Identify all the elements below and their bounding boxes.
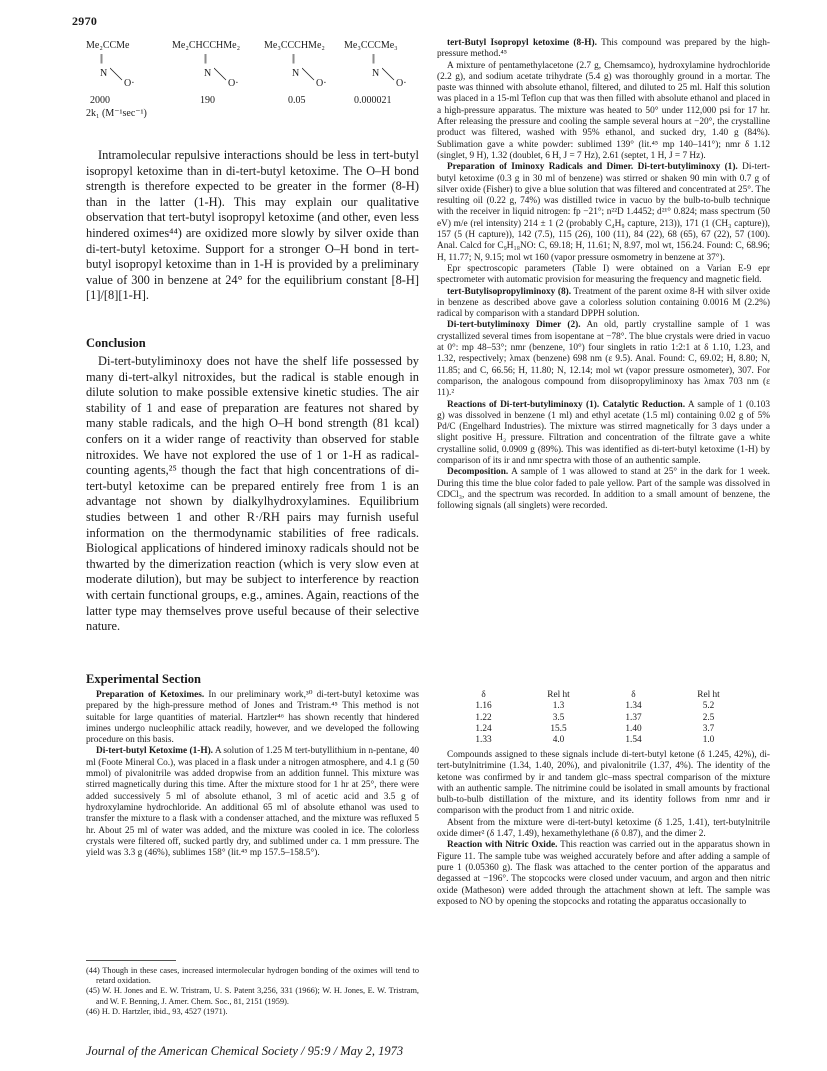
double-bond: ||: [292, 53, 295, 64]
table-cell: 15.5: [550, 723, 567, 734]
structure-formula: Me₃CCCMe₃: [344, 40, 398, 51]
nitric-oxide-paragraph: Reaction with Nitric Oxide. This reaction was carried out in the apparatus shown in Figure 11. The sample tube was weighed accurately before and after adding a sample of pure 1 (0.05360 g). The flask was attached to the center portion of the apparatus and degassed at −196°. The stopcocks were closed under vacuum, and argon and then nitric oxide (Matheson) were added through the attachment shown at left. The sample was exposed to NO by opening the stopcocks and rotating the apparatus occasionally to: [437, 840, 771, 907]
table-cell: 1.22: [475, 712, 492, 723]
table-cell: 1.34: [625, 701, 642, 712]
structure-formula: Me₃CCCHMe₂: [264, 40, 325, 51]
run-in-heading: Reaction with Nitric Oxide.: [447, 840, 558, 851]
table-cell: 1.37: [625, 712, 642, 723]
table-cell: 1.33: [475, 735, 492, 746]
oxygen-label: O·: [124, 78, 135, 89]
intro-paragraph: Intramolecular repulsive interactions should be less in tert-butyl isopropyl ketoxime than in di-tert-butyl ketoxime. The O–H bond strength is therefore expected to be greater in the former (8-H) than in the latter (1-H). This may explain our qualitative observation that tert-butyl isopropyl ketoxime (and other, even less hindered oximes⁴⁴) are oxidized more slowly by silver oxide than di-tert-butyl ketoxime. Support for a stronger O–H bond in tert-butyl isopropyl ketoxime than in 1-H is provided by a preliminary value of 300 in benzene at 24° for the equilibrium constant [8-H][1]/[8][1-H].: [86, 148, 419, 303]
nitrogen-label: N: [100, 68, 108, 79]
rate-unit-label: 2k₁ (M⁻¹sec⁻¹): [86, 108, 147, 119]
table-row: [452, 735, 752, 746]
rate-value: 0.000021: [354, 95, 392, 106]
table-cell: 1.3: [552, 701, 565, 712]
table-cell: 5.2: [702, 701, 715, 712]
oxygen-label: O·: [228, 78, 239, 89]
footnote: (44) Though in these cases, increased intermolecular hydrogen bonding of the oximes will tend to retard oxidation.: [86, 966, 419, 986]
table-cell: 3.7: [702, 723, 715, 734]
dtbk-paragraph: Di-tert-butyl Ketoxime (1-H). A solution of 1.25 M tert-butyllithium in n-pentane, 40 ml (Foote Mineral Co.), was placed in a flask under a nitrogen atmosphere, and 4.1 g (50 mmol) of pivalonitrile was added dropwise from an addition funnel. This mixture was stirred magnetically during this time. After the mixture stood for 1 hr at 25°, there were added successively 5 ml of absolute ethanol, 3 ml of acetic acid and 3.5 g of hydroxylamine hydrochloride. An additional 65 ml of absolute ethanol was used to transfer the mixture to a flask with a condenser attached, and the mixture was refluxed 5 hr. About 25 ml of water was added, and the mixture was cooled in ice. The colorless crystals were filtered off, sucked partly dry, and sublimed under ca. 1 mm pressure. The yield was 3.3 g (46%), sublimes 158° (lit.⁴⁵ mp 157.5–158.5°).: [86, 746, 420, 859]
tbik-paragraph: tert-Butyl Isopropyl ketoxime (8-H). This compound was prepared by the high-pressure method.⁴⁵: [437, 38, 771, 60]
compounds-paragraph: Compounds assigned to these signals include di-tert-butyl ketone (δ 1.245, 42%), di-tert-butylnitrimine (1.34, 1.40, 20%), and pivalonitrile (1.37, 4%). The identity of the ketone was confirmed by ir and tandem glc–mass spectral comparison of the mixture with an authentic sample. The nitrimine could be isolated in small amounts by fractional bulb-to-bulb distillation of the mixture, and its identity follows from nmr and ir comparison with the product from 1 and nitric oxide.: [437, 750, 770, 817]
table-cell: 4.0: [552, 735, 565, 746]
table-cell: 2.5: [702, 712, 715, 723]
conclusion-body: [86, 354, 419, 635]
table-header: Rel ht: [547, 690, 570, 700]
prep-iminoxy-paragraph: Preparation of Iminoxy Radicals and Dimer. Di-tert-butyliminoxy (1). Di-tert-butyl ketoxime (0.3 g in 30 ml of benzene) was stirred or shaken 90 min with 0.7 g of silver oxide (Fisher) to give a blue solution that was filtered and concentrated at 25°. The resulting oil (0.22 g, 74%) was distilled twice in vacuo by the bulb-to-bulb technique with the receiver in liquid nitrogen: fp −21°; n²²D 1.4452; d²¹° 0.824; mass spectrum (50 eV) m/e (rel intensity) 214 ± 1 (2 (probably C₄H₉ capture, 213)), 171 (1 (CH₃ capture)), 157 (5 (H capture)), 142 (7.5), 115 (26), 100 (11), 84 (22), 68 (65), 67 (22), 57 (100). Anal. Calcd for C₉H₁₈NO: C, 69.18; H, 11.61; N, 8.97, mol wt, 156.24. Found: C, 68.96; H, 11.77; N, 9.15; mol wt 160 (vapor pressure osmometry in benzene at 37°).: [437, 162, 770, 263]
structure-formula: Me₂CHCCHMe₂: [172, 40, 241, 51]
conclusion-section: [86, 336, 419, 351]
nitrogen-label: N: [204, 68, 212, 79]
journal-footer: Journal of the American Chemical Society / 95:9 / May 2, 1973: [86, 1044, 404, 1058]
double-bond: ||: [100, 53, 103, 64]
run-in-heading: Reactions of Di-tert-butyliminoxy (1). Catalytic Reduction.: [447, 399, 686, 410]
conclusion-heading: Conclusion: [86, 336, 146, 350]
run-in-heading: tert-Butylisopropyliminoxy (8).: [447, 286, 572, 297]
table-row: [452, 701, 752, 712]
table-header: Rel ht: [697, 690, 720, 700]
run-in-heading: Di-tert-butyl Ketoxime (1-H).: [96, 746, 213, 757]
table-cell: 3.5: [552, 712, 565, 723]
footnote: (46) H. D. Hartzler, ibid., 93, 4527 (1971).: [86, 1006, 228, 1016]
nitrogen-label: N: [292, 68, 300, 79]
right-column-bottom: [437, 750, 770, 908]
absent-paragraph: Absent from the mixture were di-tert-butyl ketoxime (δ 1.25, 1.41), tert-butylnitrile oxide dimer² (δ 1.47, 1.49), hexamethylethane (δ 0.87), and the dimer 2.: [437, 817, 770, 840]
table-row: [452, 724, 752, 735]
page-number: 2970: [72, 14, 98, 28]
experimental-section: [86, 672, 419, 687]
reactions-paragraph: Reactions of Di-tert-butyliminoxy (1). Catalytic Reduction. A sample of 1 (0.103 g) was dissolved in benzene (1 ml) and ethyl acetate (1.5 ml) containing 0.02 g of 5% Pd/C (Engelhard Industries). The mixture was stirred magnetically for 3 days under a slight positive H₂ pressure. Filtration and concentration of the filtrate gave a white crystalline solid, 0.0909 g (89%). This was identified as di-tert-butyl ketoxime (1-H) by comparison of its ir and nmr spectra with those of an authentic sample.: [437, 399, 770, 466]
footnote-rule: [86, 960, 176, 961]
table-cell: 1.0: [702, 735, 715, 746]
run-in-heading: Di-tert-butyliminoxy Dimer (2).: [447, 320, 581, 331]
oxygen-label: O·: [396, 78, 407, 89]
conclusion-paragraph: Di-tert-butyliminoxy does not have the shelf life possessed by many di-tert-alkyl nitroxides, but the radical is stable enough in dilute solution to make possible extensive kinetic studies. The air stability of 1 and ease of preparation are features not shared by many stable radicals, and the high O–H bond strength (81 kcal) confers on it a wider range of reactivity than observed for stable nitroxides. We have not explored the use of 1 or 1-H as radical-counting agents,²⁵ though the fact that high concentrations of di-tert-butyl ketoxime can be prepared entirely free from 1 is an advantage not shown by dialkylhydroxylamines. Equilibrium studies between 1 and other R·/RH pairs may furnish useful information on the thermodynamic stabilities of free radicals. Biological applications of hindered iminoxy radicals should not be thwarted by the dimerization reaction (which is very slow even at moderate dilution), but may be subject to interference by reaction with certain functional groups, e.g., amines. Again, reactions of the latter type may themselves prove useful because of their selective nature.: [86, 354, 419, 634]
oxygen-label: O·: [316, 78, 327, 89]
run-in-heading: Decomposition.: [447, 467, 509, 478]
footnote: (45) W. H. Jones and E. W. Tristram, U. S. Patent 3,256, 331 (1966); W. H. Jones, E. W. Tristram, and W. F. Benning, J. Amer. Chem. Soc., 81, 2151 (1959).: [86, 986, 419, 1006]
table-header-row: [452, 690, 752, 701]
tbik-procedure-paragraph: A mixture of pentamethylacetone (2.7 g, Chemsamco), hydroxylamine hydrochloride (2.2 g), and sodium acetate trihydrate (5.4 g) was thoroughly ground in a mortar. The paste was thinned with absolute ethanol, filtered, and diluted to 25 ml. Half this solution was placed in a 15-ml Teflon cup that was then filled with absolute ethanol and placed in a high-pressure apparatus. The mixture was heated to 50° under 112,000 psi for 17 hr. After releasing the pressure and cooling the sample several hours at −20°, the crystalline product was filtered, washed with 95% ethanol, and sucked dry, 1.40 g (84%). Sublimation gave a white powder: sublimed 139° (lit.⁴⁵ mp 140–141°); nmr δ 1.12 (singlet, 9 H), 1.32 (doublet, 6 H, J = 7 Hz), 2.61 (septet, 1 H, J = 7 Hz).: [437, 60, 770, 161]
epr-paragraph: Epr spectroscopic parameters (Table I) were obtained on a Varian E-9 epr spectrometer with automatic provision for measuring the frequency and magnetic field.: [437, 263, 770, 286]
dimer-paragraph: Di-tert-butyliminoxy Dimer (2). An old, partly crystalline sample of 1 was crystallized several times from isopentane at −78°. The blue crystals were dried in vacuo at 0°: mp 48–53°; nmr (benzene, 10°) four singlets in ratio 1:2:1 at δ 1.10, 1.23, and 1.32, respectively; λmax (benzene) 698 nm (ε 9.5). Anal. Found: C, 69.02; H, 8.80; N, 11.85; and C, 66.56; H, 11.80; N, 12.14; mol wt (vapor pressure osmometer), 307. For comparison, the analogous compound from diisopropyliminoxy has λmax 703 nm (ε 11).²: [437, 320, 771, 399]
experimental-heading: Experimental Section: [86, 672, 201, 686]
table-cell: 1.24: [475, 723, 492, 734]
nmr-signals-table: [452, 690, 752, 746]
decomposition-paragraph: Decomposition. A sample of 1 was allowed to stand at 25° in the dark for 1 week. During this time the blue color faded to pale yellow. Part of the sample was dissolved in CDCl₃, and the spectrum was recorded. In addition to a small amount of benzene, the following signals (all singlets) were recorded.: [437, 467, 771, 512]
double-bond: ||: [204, 53, 207, 64]
rate-value: 190: [200, 95, 215, 106]
table-header: δ: [481, 690, 486, 700]
double-bond: ||: [372, 53, 375, 64]
footnotes: [86, 966, 419, 1017]
right-column-top: [437, 38, 770, 512]
run-in-heading: tert-Butyl Isopropyl ketoxime (8-H).: [447, 38, 597, 48]
run-in-heading: Preparation of Iminoxy Radicals and Dimer. Di-tert-butyliminoxy (1).: [447, 162, 738, 173]
rate-value: 2000: [90, 95, 110, 106]
table-cell: 1.16: [475, 701, 492, 712]
structures-figure: [86, 40, 420, 142]
structure-formula: Me₂CCMe: [86, 40, 130, 51]
tbpi-paragraph: tert-Butylisopropyliminoxy (8). Treatment of the parent oxime 8-H with silver oxide in benzene as described above gave a colorless solution containing 0.0016 M (2.2%) radical by comparison with a standard DPPH solution.: [437, 286, 770, 320]
table-header: δ: [631, 690, 636, 700]
left-column: [86, 148, 419, 304]
experimental-body: [86, 690, 419, 859]
table-cell: 1.54: [625, 735, 642, 746]
nitrogen-label: N: [372, 68, 380, 79]
rate-value: 0.05: [288, 95, 306, 106]
prep-ketoximes-paragraph: Preparation of Ketoximes. In our preliminary work,³⁰ di-tert-butyl ketoxime was prepared by the high-pressure method of Jones and Tristram.⁴⁵ This method is not suitable for large quantities of material. Hartzler⁴⁶ has shown recently that hindered imines undergo nucleophilic attack readily, however, and we developed the following procedure on this basis.: [86, 690, 419, 746]
table-row: [452, 713, 752, 724]
run-in-heading: Preparation of Ketoximes.: [96, 690, 205, 700]
table-cell: 1.40: [625, 723, 642, 734]
